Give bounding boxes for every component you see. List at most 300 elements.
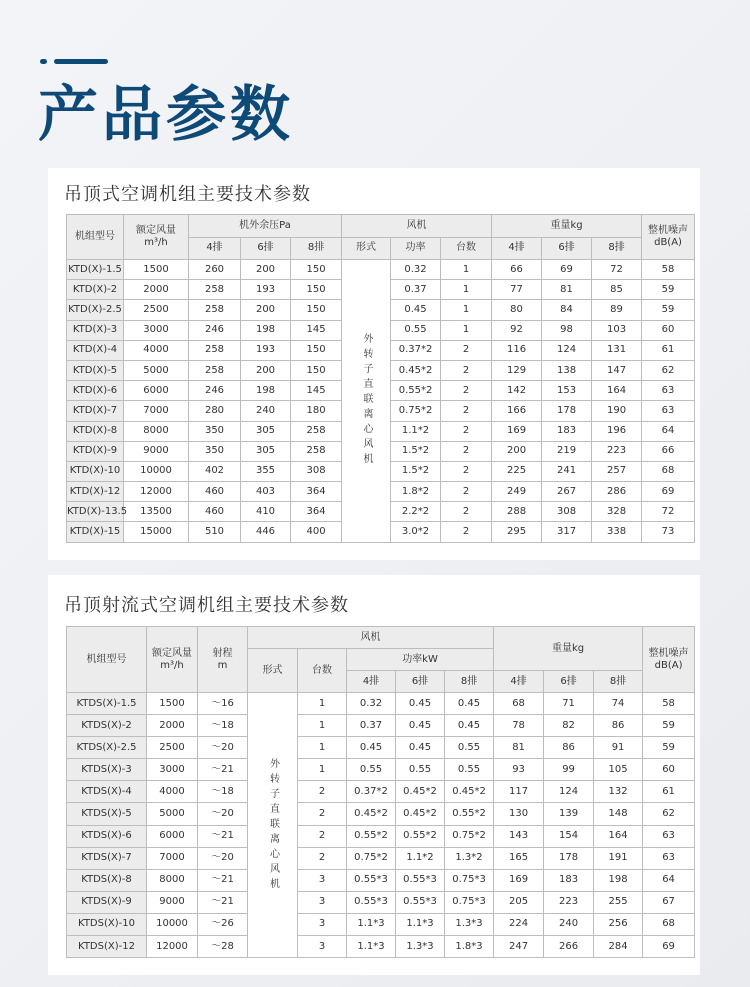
cell-airflow: 12000 <box>124 482 189 502</box>
cell-power: 0.55*2 <box>391 381 441 401</box>
cell-weight-6row: 98 <box>542 320 592 340</box>
cell-model: KTDS(X)-8 <box>67 869 147 891</box>
table-row <box>67 936 695 958</box>
cell-weight-6row: 82 <box>544 715 594 737</box>
cell-power-4row: 1.1*3 <box>347 936 396 958</box>
table-row <box>67 693 695 715</box>
cell-count: 3 <box>298 936 347 958</box>
cell-pressure-8row: 364 <box>291 502 342 522</box>
cell-power-6row: 0.45 <box>396 737 445 759</box>
cell-model: KTDS(X)-2 <box>67 715 147 737</box>
header-weight: 重量kg <box>492 215 642 238</box>
cell-airflow: 10000 <box>147 913 198 935</box>
cell-airflow: 5000 <box>124 360 189 380</box>
cell-weight-8row: 164 <box>594 825 643 847</box>
cell-power-4row: 1.1*3 <box>347 913 396 935</box>
cell-power-4row: 0.37*2 <box>347 781 396 803</box>
cell-noise: 62 <box>643 803 695 825</box>
cell-model: KTD(X)-8 <box>67 421 124 441</box>
cell-power-8row: 1.8*3 <box>445 936 494 958</box>
cell-count: 1 <box>441 280 492 300</box>
cell-weight-6row: 84 <box>542 300 592 320</box>
cell-model: KTD(X)-9 <box>67 441 124 461</box>
cell-power-8row: 1.3*2 <box>445 847 494 869</box>
cell-power-4row: 0.45 <box>347 737 396 759</box>
cell-model: KTD(X)-5 <box>67 360 124 380</box>
cell-weight-6row: 240 <box>544 913 594 935</box>
cell-weight-6row: 81 <box>542 280 592 300</box>
cell-count: 2 <box>298 803 347 825</box>
cell-range: ～20 <box>198 847 248 869</box>
cell-power: 1.8*2 <box>391 482 441 502</box>
cell-model: KTDS(X)-1.5 <box>67 693 147 715</box>
cell-count: 1 <box>298 759 347 781</box>
cell-weight-8row: 198 <box>594 869 643 891</box>
cell-count: 1 <box>298 737 347 759</box>
cell-power-6row: 1.3*3 <box>396 936 445 958</box>
cell-pressure-4row: 258 <box>189 340 241 360</box>
cell-pressure-8row: 150 <box>291 300 342 320</box>
cell-pressure-8row: 150 <box>291 280 342 300</box>
cell-pressure-8row: 364 <box>291 482 342 502</box>
cell-weight-8row: 191 <box>594 847 643 869</box>
cell-power-6row: 1.1*3 <box>396 913 445 935</box>
cell-noise: 67 <box>643 891 695 913</box>
cell-model: KTDS(X)-5 <box>67 803 147 825</box>
cell-weight-6row: 178 <box>544 847 594 869</box>
cell-weight-8row: 74 <box>594 693 643 715</box>
cell-airflow: 6000 <box>124 381 189 401</box>
fan-form-cell: 外转子直联离心风机 <box>342 260 391 543</box>
cell-weight-4row: 78 <box>494 715 544 737</box>
cell-airflow: 2000 <box>147 715 198 737</box>
cell-weight-8row: 256 <box>594 913 643 935</box>
table2-title: 吊顶射流式空调机组主要技术参数 <box>64 595 349 616</box>
cell-power-6row: 0.55*3 <box>396 869 445 891</box>
fan-form-cell: 外转子直联离心风机 <box>248 693 298 958</box>
cell-airflow: 2000 <box>124 280 189 300</box>
cell-power-4row: 0.55*3 <box>347 891 396 913</box>
table1-title: 吊顶式空调机组主要技术参数 <box>64 184 311 205</box>
cell-power-8row: 0.55 <box>445 737 494 759</box>
cell-model: KTDS(X)-10 <box>67 913 147 935</box>
cell-weight-6row: 308 <box>542 502 592 522</box>
header-pressure: 机外余压Pa <box>189 215 342 238</box>
table-row <box>67 737 695 759</box>
table-row <box>67 825 695 847</box>
cell-pressure-6row: 410 <box>241 502 291 522</box>
cell-power: 1.1*2 <box>391 421 441 441</box>
cell-pressure-4row: 350 <box>189 441 241 461</box>
cell-weight-8row: 148 <box>594 803 643 825</box>
cell-model: KTD(X)-6 <box>67 381 124 401</box>
cell-model: KTD(X)-10 <box>67 461 124 481</box>
header-pressure-6row: 6排 <box>241 237 291 260</box>
cell-pressure-8row: 400 <box>291 522 342 542</box>
cell-model: KTD(X)-12 <box>67 482 124 502</box>
cell-weight-4row: 169 <box>494 869 544 891</box>
cell-pressure-6row: 200 <box>241 300 291 320</box>
cell-weight-8row: 257 <box>592 461 642 481</box>
table-row <box>67 260 695 280</box>
header-weight: 重量kg <box>494 627 643 671</box>
cell-model: KTDS(X)-7 <box>67 847 147 869</box>
cell-model: KTDS(X)-6 <box>67 825 147 847</box>
cell-pressure-6row: 446 <box>241 522 291 542</box>
cell-pressure-4row: 402 <box>189 461 241 481</box>
cell-weight-4row: 66 <box>492 260 542 280</box>
cell-noise: 62 <box>642 360 695 380</box>
cell-count: 1 <box>441 300 492 320</box>
header-power: 功率kW <box>347 649 494 671</box>
cell-count: 2 <box>441 360 492 380</box>
cell-power-8row: 1.3*3 <box>445 913 494 935</box>
cell-weight-4row: 200 <box>492 441 542 461</box>
header-weight-6row: 6排 <box>542 237 592 260</box>
header-count: 台数 <box>441 237 492 260</box>
cell-weight-6row: 71 <box>544 693 594 715</box>
cell-airflow: 8000 <box>147 869 198 891</box>
cell-weight-8row: 255 <box>594 891 643 913</box>
cell-pressure-6row: 403 <box>241 482 291 502</box>
cell-weight-4row: 224 <box>494 913 544 935</box>
cell-model: KTD(X)-3 <box>67 320 124 340</box>
cell-power-6row: 0.45*2 <box>396 803 445 825</box>
cell-airflow: 1500 <box>124 260 189 280</box>
cell-weight-8row: 85 <box>592 280 642 300</box>
cell-power-4row: 0.55*2 <box>347 825 396 847</box>
cell-pressure-8row: 145 <box>291 381 342 401</box>
header-form: 形式 <box>342 237 391 260</box>
cell-power: 0.55 <box>391 320 441 340</box>
cell-pressure-4row: 258 <box>189 360 241 380</box>
cell-weight-8row: 223 <box>592 441 642 461</box>
cell-range: ～18 <box>198 781 248 803</box>
cell-weight-6row: 223 <box>544 891 594 913</box>
cell-weight-8row: 286 <box>592 482 642 502</box>
cell-noise: 64 <box>642 421 695 441</box>
cell-count: 1 <box>441 260 492 280</box>
header-weight-8row: 8排 <box>592 237 642 260</box>
cell-weight-4row: 165 <box>494 847 544 869</box>
cell-weight-4row: 295 <box>492 522 542 542</box>
cell-power: 1.5*2 <box>391 461 441 481</box>
cell-airflow: 4000 <box>124 340 189 360</box>
table-row <box>67 781 695 803</box>
cell-weight-6row: 178 <box>542 401 592 421</box>
cell-airflow: 9000 <box>124 441 189 461</box>
cell-airflow: 13500 <box>124 502 189 522</box>
table-row <box>67 913 695 935</box>
cell-noise: 59 <box>643 715 695 737</box>
cell-weight-8row: 284 <box>594 936 643 958</box>
cell-weight-8row: 338 <box>592 522 642 542</box>
header-pressure-4row: 4排 <box>189 237 241 260</box>
cell-noise: 73 <box>642 522 695 542</box>
cell-model: KTD(X)-7 <box>67 401 124 421</box>
cell-weight-8row: 164 <box>592 381 642 401</box>
cell-count: 2 <box>441 421 492 441</box>
cell-noise: 66 <box>642 441 695 461</box>
header-power-4row: 4排 <box>347 671 396 693</box>
cell-pressure-6row: 193 <box>241 340 291 360</box>
cell-noise: 68 <box>642 461 695 481</box>
cell-airflow: 12000 <box>147 936 198 958</box>
cell-count: 3 <box>298 891 347 913</box>
cell-pressure-6row: 355 <box>241 461 291 481</box>
cell-airflow: 1500 <box>147 693 198 715</box>
cell-weight-4row: 225 <box>492 461 542 481</box>
cell-weight-6row: 183 <box>544 869 594 891</box>
cell-weight-6row: 219 <box>542 441 592 461</box>
cell-power-8row: 0.75*3 <box>445 891 494 913</box>
cell-model: KTD(X)-2 <box>67 280 124 300</box>
cell-power: 0.45 <box>391 300 441 320</box>
header-model: 机组型号 <box>67 627 147 693</box>
cell-weight-4row: 77 <box>492 280 542 300</box>
cell-noise: 58 <box>642 260 695 280</box>
header-airflow: 额定风量 m³/h <box>124 215 189 260</box>
cell-weight-8row: 196 <box>592 421 642 441</box>
cell-pressure-4row: 246 <box>189 320 241 340</box>
header-form: 形式 <box>248 649 298 693</box>
header-fan: 风机 <box>248 627 494 649</box>
cell-noise: 64 <box>643 869 695 891</box>
cell-weight-8row: 132 <box>594 781 643 803</box>
cell-power-6row: 0.55 <box>396 759 445 781</box>
cell-count: 2 <box>441 381 492 401</box>
cell-count: 2 <box>441 502 492 522</box>
cell-noise: 58 <box>643 693 695 715</box>
header-weight-6row: 6排 <box>544 671 594 693</box>
cell-noise: 63 <box>642 401 695 421</box>
header-airflow: 额定风量 m³/h <box>147 627 198 693</box>
cell-weight-6row: 124 <box>544 781 594 803</box>
cell-range: ～21 <box>198 825 248 847</box>
cell-range: ～21 <box>198 891 248 913</box>
cell-weight-4row: 93 <box>494 759 544 781</box>
cell-power-8row: 0.75*2 <box>445 825 494 847</box>
cell-power-8row: 0.45*2 <box>445 781 494 803</box>
cell-airflow: 2500 <box>124 300 189 320</box>
cell-airflow: 7000 <box>124 401 189 421</box>
cell-noise: 59 <box>642 300 695 320</box>
cell-pressure-4row: 280 <box>189 401 241 421</box>
cell-count: 2 <box>298 825 347 847</box>
cell-airflow: 8000 <box>124 421 189 441</box>
cell-weight-8row: 190 <box>592 401 642 421</box>
cell-weight-4row: 205 <box>494 891 544 913</box>
header-power-8row: 8排 <box>445 671 494 693</box>
cell-power-8row: 0.75*3 <box>445 869 494 891</box>
cell-pressure-4row: 258 <box>189 300 241 320</box>
cell-count: 1 <box>298 693 347 715</box>
cell-airflow: 15000 <box>124 522 189 542</box>
header-fan: 风机 <box>342 215 492 238</box>
cell-airflow: 3000 <box>147 759 198 781</box>
cell-power-8row: 0.55*2 <box>445 803 494 825</box>
cell-weight-8row: 103 <box>592 320 642 340</box>
cell-power-4row: 0.55 <box>347 759 396 781</box>
cell-power-4row: 0.75*2 <box>347 847 396 869</box>
header-power-6row: 6排 <box>396 671 445 693</box>
cell-noise: 69 <box>642 482 695 502</box>
cell-weight-6row: 138 <box>542 360 592 380</box>
cell-model: KTDS(X)-9 <box>67 891 147 913</box>
cell-power: 0.37*2 <box>391 340 441 360</box>
cell-weight-4row: 116 <box>492 340 542 360</box>
cell-pressure-8row: 308 <box>291 461 342 481</box>
cell-noise: 68 <box>643 913 695 935</box>
cell-pressure-6row: 240 <box>241 401 291 421</box>
cell-power: 1.5*2 <box>391 441 441 461</box>
cell-pressure-8row: 150 <box>291 260 342 280</box>
table-row <box>67 891 695 913</box>
cell-model: KTDS(X)-4 <box>67 781 147 803</box>
cell-weight-8row: 86 <box>594 715 643 737</box>
cell-weight-4row: 142 <box>492 381 542 401</box>
page-title: 产品参数 <box>38 80 294 150</box>
cell-power: 0.37 <box>391 280 441 300</box>
cell-noise: 59 <box>643 737 695 759</box>
cell-weight-4row: 169 <box>492 421 542 441</box>
cell-pressure-4row: 258 <box>189 280 241 300</box>
header-range: 射程 m <box>198 627 248 693</box>
cell-pressure-6row: 198 <box>241 320 291 340</box>
cell-noise: 60 <box>643 759 695 781</box>
cell-weight-6row: 317 <box>542 522 592 542</box>
cell-airflow: 3000 <box>124 320 189 340</box>
cell-weight-6row: 154 <box>544 825 594 847</box>
header-noise: 整机噪声 dB(A) <box>643 627 695 693</box>
cell-range: ～26 <box>198 913 248 935</box>
cell-range: ～21 <box>198 869 248 891</box>
cell-power: 0.45*2 <box>391 360 441 380</box>
header-weight-8row: 8排 <box>594 671 643 693</box>
cell-count: 2 <box>441 522 492 542</box>
cell-weight-4row: 166 <box>492 401 542 421</box>
table-row <box>67 715 695 737</box>
cell-power-6row: 0.45*2 <box>396 781 445 803</box>
cell-weight-6row: 99 <box>544 759 594 781</box>
cell-power-8row: 0.45 <box>445 693 494 715</box>
cell-noise: 63 <box>642 381 695 401</box>
cell-count: 1 <box>298 715 347 737</box>
cell-power-4row: 0.45*2 <box>347 803 396 825</box>
table-row <box>67 847 695 869</box>
cell-weight-8row: 328 <box>592 502 642 522</box>
cell-noise: 59 <box>642 280 695 300</box>
cell-range: ～28 <box>198 936 248 958</box>
cell-power-4row: 0.37 <box>347 715 396 737</box>
cell-weight-6row: 69 <box>542 260 592 280</box>
cell-weight-4row: 288 <box>492 502 542 522</box>
cell-weight-6row: 86 <box>544 737 594 759</box>
table-row <box>67 759 695 781</box>
cell-model: KTDS(X)-12 <box>67 936 147 958</box>
cell-count: 2 <box>441 401 492 421</box>
cell-range: ～20 <box>198 803 248 825</box>
cell-weight-8row: 89 <box>592 300 642 320</box>
header-power: 功率 <box>391 237 441 260</box>
cell-power-6row: 0.45 <box>396 693 445 715</box>
cell-weight-8row: 105 <box>594 759 643 781</box>
cell-model: KTD(X)-4 <box>67 340 124 360</box>
cell-weight-4row: 247 <box>494 936 544 958</box>
cell-noise: 72 <box>642 502 695 522</box>
header-model: 机组型号 <box>67 215 124 260</box>
cell-count: 3 <box>298 913 347 935</box>
ceiling-unit-spec-table <box>66 214 695 543</box>
cell-power-4row: 0.32 <box>347 693 396 715</box>
cell-power-6row: 0.55*2 <box>396 825 445 847</box>
cell-power: 2.2*2 <box>391 502 441 522</box>
cell-model: KTD(X)-13.5 <box>67 502 124 522</box>
cell-range: ～16 <box>198 693 248 715</box>
cell-airflow: 2500 <box>147 737 198 759</box>
header-noise: 整机噪声 dB(A) <box>642 215 695 260</box>
cell-airflow: 10000 <box>124 461 189 481</box>
cell-pressure-6row: 305 <box>241 441 291 461</box>
cell-noise: 69 <box>643 936 695 958</box>
cell-range: ～21 <box>198 759 248 781</box>
cell-weight-4row: 249 <box>492 482 542 502</box>
cell-count: 2 <box>298 781 347 803</box>
cell-count: 1 <box>441 320 492 340</box>
cell-model: KTDS(X)-2.5 <box>67 737 147 759</box>
cell-pressure-6row: 193 <box>241 280 291 300</box>
cell-power-4row: 0.55*3 <box>347 869 396 891</box>
cell-power-6row: 0.55*3 <box>396 891 445 913</box>
cell-power: 0.32 <box>391 260 441 280</box>
cell-weight-6row: 183 <box>542 421 592 441</box>
cell-count: 2 <box>441 441 492 461</box>
cell-airflow: 4000 <box>147 781 198 803</box>
cell-pressure-6row: 200 <box>241 360 291 380</box>
cell-pressure-8row: 258 <box>291 421 342 441</box>
cell-model: KTD(X)-15 <box>67 522 124 542</box>
cell-noise: 60 <box>642 320 695 340</box>
cell-model: KTDS(X)-3 <box>67 759 147 781</box>
header-weight-4row: 4排 <box>494 671 544 693</box>
cell-range: ～18 <box>198 715 248 737</box>
cell-power-8row: 0.55 <box>445 759 494 781</box>
cell-pressure-8row: 145 <box>291 320 342 340</box>
cell-weight-6row: 241 <box>542 461 592 481</box>
cell-count: 2 <box>441 340 492 360</box>
cell-noise: 61 <box>642 340 695 360</box>
cell-weight-4row: 143 <box>494 825 544 847</box>
cell-weight-4row: 129 <box>492 360 542 380</box>
jet-unit-spec-table <box>66 626 695 958</box>
cell-weight-4row: 117 <box>494 781 544 803</box>
cell-noise: 61 <box>643 781 695 803</box>
cell-weight-6row: 267 <box>542 482 592 502</box>
cell-pressure-4row: 510 <box>189 522 241 542</box>
table-row <box>67 869 695 891</box>
cell-airflow: 9000 <box>147 891 198 913</box>
cell-range: ～20 <box>198 737 248 759</box>
cell-pressure-6row: 200 <box>241 260 291 280</box>
cell-pressure-6row: 305 <box>241 421 291 441</box>
cell-pressure-8row: 180 <box>291 401 342 421</box>
cell-pressure-8row: 150 <box>291 340 342 360</box>
cell-noise: 63 <box>643 847 695 869</box>
cell-power-8row: 0.45 <box>445 715 494 737</box>
cell-weight-4row: 68 <box>494 693 544 715</box>
cell-power-6row: 0.45 <box>396 715 445 737</box>
cell-weight-8row: 91 <box>594 737 643 759</box>
